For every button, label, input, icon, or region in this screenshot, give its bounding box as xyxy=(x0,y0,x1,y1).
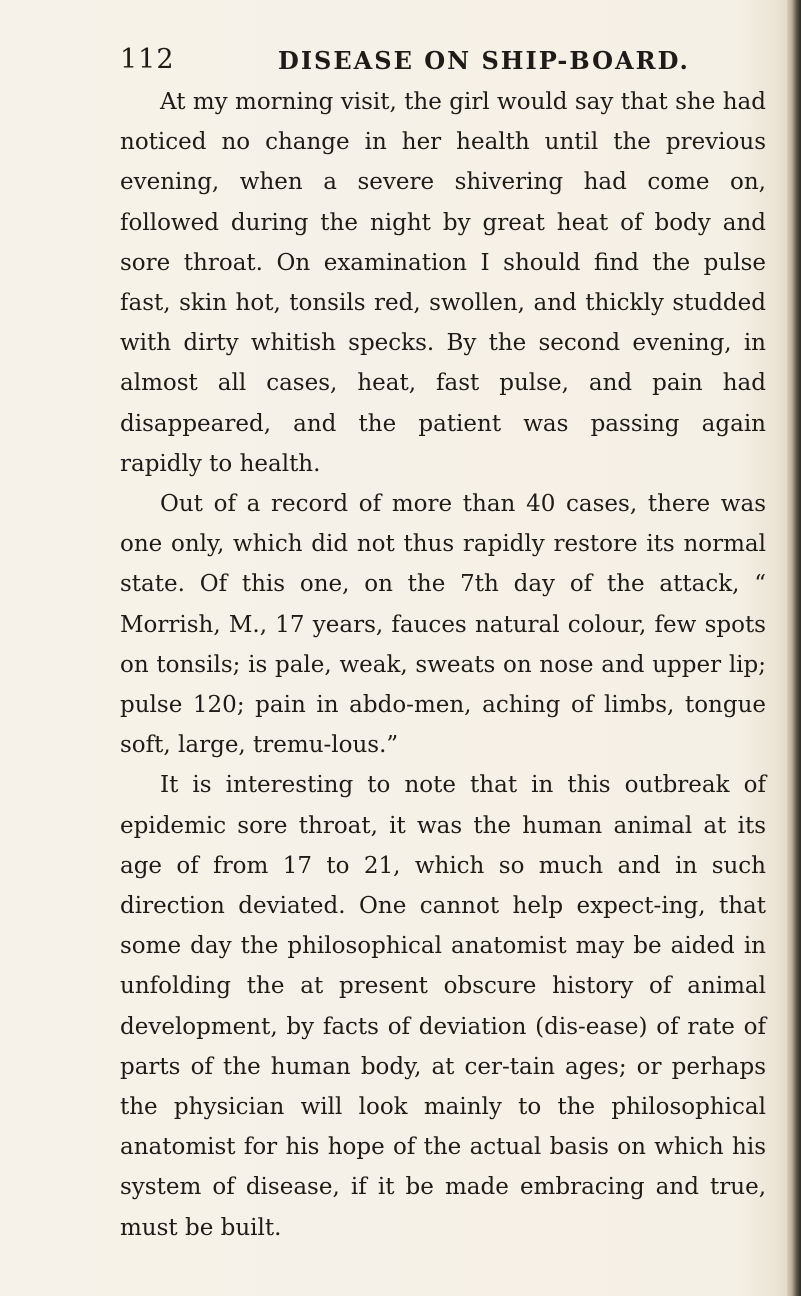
body-text xyxy=(120,82,766,1248)
paragraph-1: At my morning visit, the girl would say that she had noticed no change in her health until the previous evening, when a severe shivering had come on, followed during the night by great heat of body and sore throat. On examination I should find the pulse fast, skin hot, tonsils red, swollen, and thickly studded with dirty whitish specks. By the second evening, in almost all cases, heat, fast pulse, and pain had disappeared, and the patient was passing again rapidly to health. xyxy=(120,89,766,477)
page-number: 112 xyxy=(120,44,175,75)
running-head: DISEASE ON SHIP-BOARD. xyxy=(278,46,690,75)
paragraph-2: Out of a record of more than 40 cases, there was one only, which did not thus rapidly restore its normal state. Of this one, on the 7th day of the attack, “ Morrish, M., 17 years, fauces natural colour, few spots on tonsils; is pale, weak, sweats on nose and upper lip; pulse 120; pain in abdo-men, aching of limbs, tongue soft, large, tremu-lous.” xyxy=(120,491,766,759)
page-header xyxy=(120,44,760,84)
page-edge-shadow xyxy=(787,0,801,1296)
paragraph-3: It is interesting to note that in this outbreak of epidemic sore throat, it was the human animal at its age of from 17 to 21, which so much and in such direction deviated. One cannot help expect-ing, that some day the philosophical anatomist may be aided in unfolding the at present obscure history of animal development, by facts of deviation (dis-ease) of rate of parts of the human body, at cer-tain ages; or perhaps the physician will look mainly to the philosophical anatomist for his hope of the actual basis on which his system of disease, if it be made embracing and true, must be built. xyxy=(120,772,766,1241)
